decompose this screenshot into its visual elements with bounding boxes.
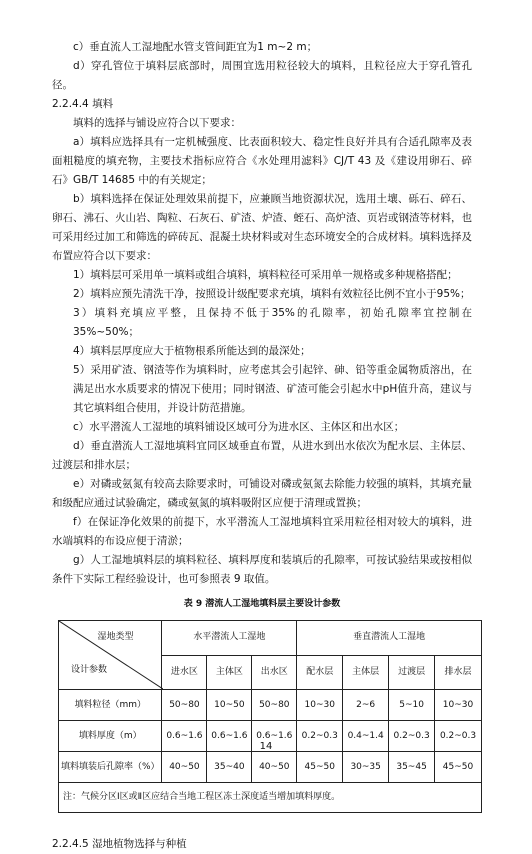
corner-label-design-param: 设计参数 (71, 665, 108, 675)
paragraph-d-layers: d）垂直潜流人工湿地填料宜同区域垂直布置，从进水到出水依次为配水层、主体层、过渡层和排水层； (52, 440, 472, 471)
table-cell: 10~30 (297, 690, 343, 721)
table-cell: 50~80 (162, 690, 207, 721)
sub-header-inlet-zone: 进水区 (162, 655, 207, 690)
table-cell: 35~45 (389, 752, 435, 783)
table-cell: 5~10 (389, 690, 435, 721)
corner-label-wetland-type: 湿地类型 (97, 632, 134, 642)
table-cell: 0.2~0.3 (297, 721, 343, 752)
table-cell: 0.6~1.6 (207, 721, 252, 752)
paragraph-c-zones: c）水平潜流人工湿地的填料铺设区域可分为进水区、主体区和出水区； (73, 421, 405, 433)
group-header-vertical: 垂直潜流人工湿地 (297, 621, 482, 656)
row-label: 填料厚度（m） (59, 721, 162, 752)
table-cell: 0.6~1.6 (252, 721, 297, 752)
section-heading-plants: 2.2.4.5 湿地植物选择与种植 (52, 838, 187, 850)
design-parameters-table (58, 620, 482, 813)
paragraph-d-perforated-pipe: d）穿孔管位于填料层底部时，周围宜选用粒径较大的填料，且粒径应大于穿孔管孔径。 (52, 60, 472, 91)
paragraph-b: b）填料选择在保证处理效果前提下，应兼顾当地资源状况，选用土壤、砾石、碎石、卵石、沸石、火山岩、陶粒、石灰石、矿渣、炉渣、蛭石、高炉渣、页岩或钢渣等材料，也可采用经过加工和筛选的碎砖瓦、混凝土块材料或对生态环境安全的合成材料。填料选择及布置应符合以下要求： (52, 193, 472, 262)
paragraph-c-pipe-spacing: c）垂直流人工湿地配水管支管间距宜为1 m~2 m； (73, 41, 318, 53)
sub-header-main-layer: 主体层 (343, 655, 389, 690)
table-cell: 40~50 (162, 752, 207, 783)
table-row (59, 752, 482, 783)
list-item-2: 2）填料应预先清洗干净，按照设计级配要求充填，填料有效粒径比例不宜小于95%； (73, 288, 471, 300)
table-row (59, 690, 482, 721)
table-cell: 35~40 (207, 752, 252, 783)
table-cell: 10~50 (207, 690, 252, 721)
group-header-horizontal: 水平潜流人工湿地 (162, 621, 297, 656)
table-cell: 0.2~0.3 (435, 721, 482, 752)
table-cell: 0.2~0.3 (389, 721, 435, 752)
paragraph-f: f）在保证净化效果的前提下，水平潜流人工湿地填料宜采用粒径相对较大的填料，进水端填料的布设应便于清淤； (52, 516, 472, 547)
row-label: 填料粒径（mm） (59, 690, 162, 721)
paragraph-a: a）填料应选择具有一定机械强度、比表面积较大、稳定性良好并具有合适孔隙率及表面粗糙度的填充物，主要技术指标应符合《水处理用滤料》CJ/T 43 及《建设用卵石、碎石》GB/T 14685 中的有关规定； (52, 136, 472, 186)
table-cell: 50~80 (252, 690, 297, 721)
paragraph-intro: 填料的选择与铺设应符合以下要求： (73, 117, 241, 129)
paragraph-e: e）对磷或氨氮有较高去除要求时，可铺设对磷或氨氮去除能力较强的填料，其填充量和级配应通过试验确定，磷或氨氮的填料吸附区应便于清理或置换； (52, 478, 472, 509)
table-note: 注：气候分区Ⅰ区或Ⅱ区应结合当地工程区冻土深度适当增加填料厚度。 (59, 783, 482, 813)
sub-header-distribution-layer: 配水层 (297, 655, 343, 690)
paragraph-g: g）人工湿地填料层的填料粒径、填料厚度和装填后的孔隙率，可按试验结果或按相似条件下实际工程经验设计，也可参照表 9 取值。 (52, 554, 472, 585)
list-item-3: 3）填料充填应平整，且保持不低于35%的孔隙率，初始孔隙率宜控制在35%~50%； (73, 307, 472, 338)
table-cell: 45~50 (435, 752, 482, 783)
table-cell: 0.6~1.6 (162, 721, 207, 752)
list-item-1: 1）填料层可采用单一填料或组合填料，填料粒径可采用单一规格或多种规格搭配； (73, 269, 458, 281)
sub-header-transition-layer: 过渡层 (389, 655, 435, 690)
table-cell: 0.4~1.4 (343, 721, 389, 752)
section-heading-fill: 2.2.4.4 填料 (52, 98, 114, 110)
table-corner-cell (59, 621, 162, 690)
table-cell: 40~50 (252, 752, 297, 783)
list-item-5: 5）采用矿渣、钢渣等作为填料时，应考虑其会引起锌、砷、铅等重金属物质溶出，在满足出水水质要求的情况下使用；同时钢渣、矿渣可能会引起水中pH值升高，建议与其它填料组合使用，并设计防范措施。 (73, 364, 472, 414)
list-item-4: 4）填料层厚度应大于植物根系所能达到的最深处； (73, 345, 311, 357)
table-cell: 30~35 (343, 752, 389, 783)
sub-header-main-zone: 主体区 (207, 655, 252, 690)
table-cell: 10~30 (435, 690, 482, 721)
sub-header-outlet-zone: 出水区 (252, 655, 297, 690)
table-caption: 表 9 潜流人工湿地填料层主要设计参数 (183, 599, 341, 609)
table-cell: 45~50 (297, 752, 343, 783)
table-cell: 2~6 (343, 690, 389, 721)
sub-header-drainage-layer: 排水层 (435, 655, 482, 690)
page-number: 14 (259, 741, 273, 752)
row-label: 填料填装后孔隙率（%） (59, 752, 162, 783)
